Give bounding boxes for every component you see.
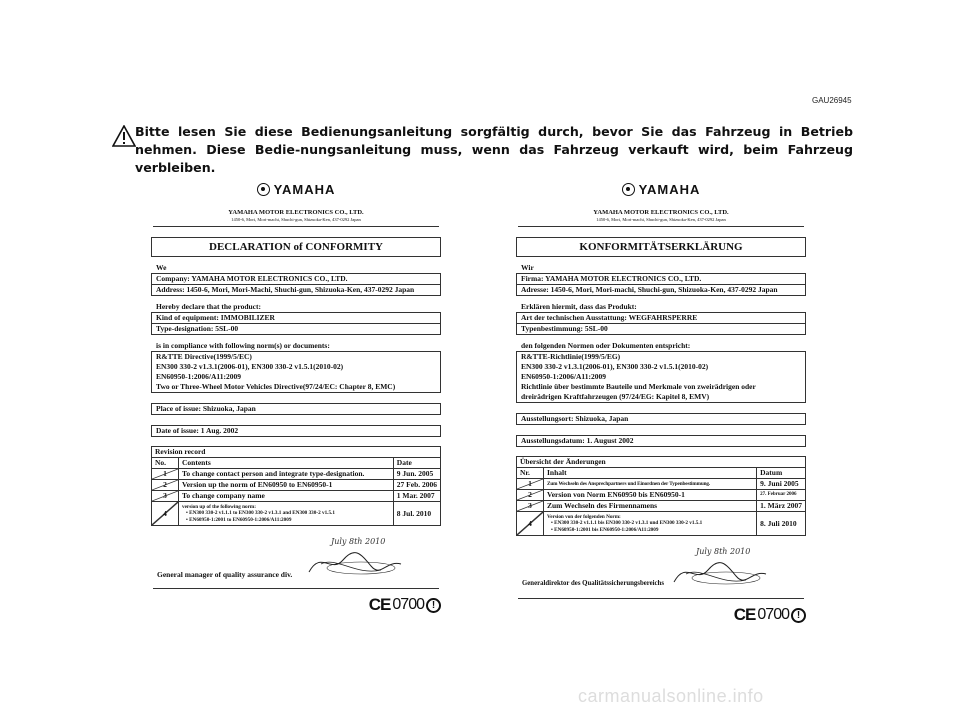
revision-no: 3 [528,501,532,510]
address-line: Address: 1450-6, Mori, Mori-Machi, Shuchi-gun, Shizuoka-Ken, 437-0292 Japan [156,285,415,294]
revision-content: To change company name [179,491,394,502]
col-date-header: Datum [757,468,806,479]
yamaha-logo: YAMAHA [516,180,806,198]
declare-label: Erklären hiermit, dass das Produkt: [521,302,637,311]
norm-line: EN60950-1:2006/A11:2009 [521,372,606,381]
document-title: DECLARATION of CONFORMITY [151,237,441,257]
intro-text: Bitte lesen Sie diese Bedienungsanleitung sorgfältig durch, bevor Sie das Fahrzeug in Betrieb nehmen. Diese Bedie-nungsanleitung muss, wenn das Fahrzeug verkauft wird, beim Fahrzeug verbleiben. [135,124,853,175]
product-box [151,312,441,335]
svg-text:July 8th 2010: July 8th 2010 [696,547,751,556]
date-of-issue: Ausstellungsdatum: 1. August 2002 [516,435,806,447]
company-box [151,273,441,296]
page-code: GAU26945 [812,96,852,105]
norm-line: dreirädrigen Kraftfahrzeugen (97/24/EG: Kapitel 8, EMV) [521,392,710,401]
handwritten-signature [301,530,411,582]
revision-content: Version von der folgenden Norm: • EN300 330-2 v1.1.1 bis EN300 330-2 v1.3.1 und EN300 330-2 v1.5.1 • EN60950-1:2001 bis EN60950-1:2006/A11:2009 [544,512,757,536]
ce-mark: CE 0700 ! [151,595,441,615]
table-row [517,479,806,490]
divider [518,598,804,599]
signature-label: Generaldirektor des Qualitätssicherungsbereichs [522,580,664,587]
revision-date: 27. Februar 2006 [757,490,806,501]
company-header: YAMAHA MOTOR ELECTRONICS CO., LTD. [228,209,364,216]
norms-box [151,351,441,393]
col-no-header: Nr. [517,468,544,479]
col-no-header: No. [152,458,179,469]
revision-no: 2 [528,490,532,499]
table-row [152,480,441,491]
equipment-line: Art der technischen Ausstattung: WEGFAHRSPERRE [517,313,805,324]
norm-line: EN300 330-2 v1.3.1(2006-01), EN300 330-2 v1.5.1(2010-02) [156,362,344,371]
table-row [517,512,806,536]
company-line: Firma: YAMAHA MOTOR ELECTRONICS CO., LTD. [517,274,805,285]
date-of-issue: Date of issue: 1 Aug. 2002 [151,425,441,437]
tuning-fork-icon [622,183,635,196]
compliance-label: is in compliance with following norm(s) or documents: [156,341,330,350]
declare-label: Hereby declare that the product: [156,302,261,311]
alert-icon: ! [791,608,806,623]
revision-date: 9. Juni 2005 [757,479,806,490]
revision-no: 1 [528,479,532,488]
revision-table [516,456,806,536]
product-box [516,312,806,335]
watermark: carmanualsonline.info [578,686,764,706]
signature-block [151,526,441,588]
handwritten-signature [666,540,776,592]
col-contents-header: Contents [179,458,394,469]
document-title: KONFORMITÄTSERKLÄRUNG [516,237,806,257]
warning-triangle-icon [112,125,136,147]
revision-table [151,446,441,526]
revision-no: 4 [163,508,167,518]
norm-line: R&TTE Directive(1999/5/EC) [156,352,252,361]
place-of-issue: Ausstellungsort: Shizuoka, Japan [516,413,806,425]
revision-date: 27 Feb. 2006 [393,480,440,491]
norm-line: Two or Three-Wheel Motor Vehicles Directive(97/24/EC: Chapter 8, EMC) [156,382,396,391]
type-line: Typenbestimmung: 5SL-00 [521,324,608,333]
col-date-header: Date [393,458,440,469]
ce-mark: CE 0700 ! [516,605,806,625]
declaration-english [151,180,441,615]
divider [518,226,804,227]
alert-icon: ! [426,598,441,613]
revision-content: Zum Wechseln des Ansprechpartners und Einordnen der Typenbestimmung. [544,479,757,490]
revision-content: Version von Norm EN60950 bis EN60950-1 [544,490,757,501]
company-header: YAMAHA MOTOR ELECTRONICS CO., LTD. [593,209,729,216]
revision-date: 9 Jun. 2005 [393,469,440,480]
revision-content: To change contact person and integrate type-designation. [179,469,394,480]
col-contents-header: Inhalt [544,468,757,479]
company-address: 1450-6, Mori, Mori-machi, Shuchi-gun, Shizuoka-Ken, 437-0292 Japan [231,217,361,222]
signature-label: General manager of quality assurance div. [157,570,293,579]
we-label: We [156,263,167,272]
revision-title: Übersicht der Änderungen [517,457,806,468]
revision-title: Revision record [152,447,441,458]
place-of-issue: Place of issue: Shizuoka, Japan [151,403,441,415]
norms-box [516,351,806,403]
revision-no: 3 [163,491,167,500]
revision-date: 8. Juli 2010 [757,512,806,536]
divider [153,588,439,589]
table-row [152,502,441,526]
revision-date: 1. März 2007 [757,501,806,512]
revision-no: 1 [163,469,167,478]
company-address: 1450-6, Mori, Mori-machi, Shuchi-gun, Shizuoka-Ken, 437-0292 Japan [596,217,726,222]
norm-line: EN60950-1:2006/A11:2009 [156,372,241,381]
address-line: Adresse: 1450-6, Mori, Mori-machi, Shuchi-gun, Shizuoka-Ken, 437-0292 Japan [521,285,778,294]
svg-text:July 8th 2010: July 8th 2010 [331,537,386,546]
revision-content: version up of the following norm: • EN300 330-2 v1.1.1 to EN300 330-2 v1.3.1 and EN300 330-2 v1.5.1 • EN60950-1:2001 to EN60950-1:2006/A11:2009 [179,502,394,526]
norm-line: EN300 330-2 v1.3.1(2006-01), EN300 330-2 v1.5.1(2010-02) [521,362,709,371]
table-row [517,490,806,501]
norm-line: R&TTE-Richtlinie(1999/5/EG) [521,352,621,361]
table-row [152,491,441,502]
compliance-label: den folgenden Normen oder Dokumenten entspricht: [521,341,691,350]
equipment-line: Kind of equipment: IMMOBILIZER [152,313,440,324]
revision-date: 8 Jul. 2010 [393,502,440,526]
signature-block [516,536,806,598]
revision-content: Version up the norm of EN60950 to EN60950-1 [179,480,394,491]
yamaha-logo: YAMAHA [151,180,441,198]
divider [153,226,439,227]
company-line: Company: YAMAHA MOTOR ELECTRONICS CO., LTD. [152,274,440,285]
revision-date: 1 Mar. 2007 [393,491,440,502]
revision-no: 4 [528,518,532,528]
norm-line: Richtlinie über bestimmte Bauteile und Merkmale von zweirädrigen oder [521,382,756,391]
revision-content: Zum Wechseln des Firmennamens [544,501,757,512]
revision-no: 2 [163,480,167,489]
type-line: Type-designation: 5SL-00 [156,324,239,333]
declaration-german [516,180,806,625]
tuning-fork-icon [257,183,270,196]
we-label: Wir [521,263,534,272]
table-row [152,469,441,480]
company-box [516,273,806,296]
table-row [517,501,806,512]
